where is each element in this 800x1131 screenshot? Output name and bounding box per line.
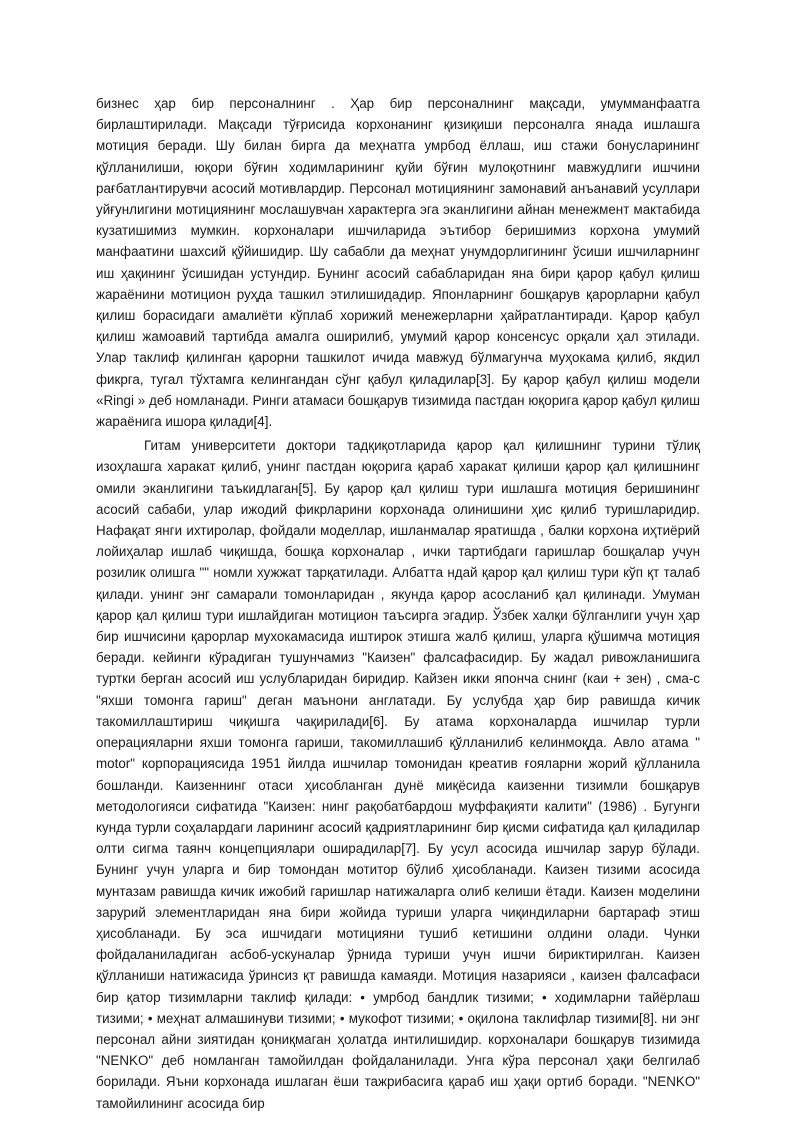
paragraph-1: бизнес ҳар бир персоналнинг . Ҳар бир персоналнинг мақсади, умумманфаатга бирлаштирилади. Мақсади тўғрисида корхонанинг қизиқиши персоналга янада ишлашга мотиция беради. Шу билан бирга да меҳнатга умрбод ёллаш, иш стажи бонусларининг қўлланилиши, юқори бўғин ходимларининг қуйи бўғин мулоқотнинг мавжудлиги ишчини рағбатлантирувчи асосий мотивлардир. Персонал мотициянинг замонавий анъанавий усуллари уйғунлигини мотициянинг мослашувчан характерга эга эканлигини айнан менежмент мактабида кузатишимиз мумкин. корхоналари ишчиларида эътибор беришимиз корхона умумий манфаатини шахсий қўйишидир. Шу сабабли да меҳнат унумдорлигининг ўсиши ишчиларнинг иш ҳақининг ўсишидан устундир. Бунинг асосий сабабларидан яна бири қарор қабул қилиш жараёнини мотицион руҳда ташкил этилишидадир. Японларнинг бошқарув қарорларни қабул қилиш борасидаги амалиёти кўплаб хорижий менежерларни ҳайратлантиради. Қарор қабул қилиш жамоавий тартибда амалга оширилиб, умумий қарор консенсус орқали ҳал этилади. Улар таклиф қилинган қарорни ташкилот ичида мавжуд бўлмагунча муҳокама қилиб, якдил фикрга, тугал тўхтамга келингандан сўнг қабул қиладилар[3]. Бу қарор қабул қилиш модели «Ringi » деб номланади. Ринги атамаси бошқарув тизимида пастдан юқорига қарор қабул қилиш жараёнига ишора қилади[4]. <box>96 96 700 430</box>
paragraph-2: Гитам университети доктори тадқиқотларида қарор қал қилишнинг турини тўлиқ изоҳлашга харакат қилиб, унинг пастдан юқорига қараб харакат қилиши қарор қал қилишнинг омили эканлигини таъкидлаган[5]. Бу қарор қал қилиш тури ишлашга мотиция беришининг асосий сабаби, улар ижодий фикрларини корхонада олинишини ҳис қилиб туришларидир. Нафақат янги ихтиролар, фойдали моделлар, ишланмалар яратишда , балки корхона иҳтиёрий лойиҳалар ишлаб чиқишда, бошқа корхоналар , ички тартибдаги гаришлар бошқалар учун розилик олишга "" номли хужжат тарқатилади. Албатта ндай қарор қал қилиш тури кўп қт талаб қилади. унинг энг самарали томонларидан , якунда қарор асосланиб қал қилинади. Умуман қарор қал қилиш тури ишлайдиган мотицион таъсирга эгадир. Ўзбек халқи бўлганлиги учун ҳар бир ишчисини қарорлар мухокамасида иштирок этишга жалб қилиш, уларга қўшимча мотиция беради. кейинги кўрадиган тушунчамиз "Каизен" фалсафасидир. Бу жадал ривожланишига туртки берган асосий иш услубларидан биридир. Кайзен икки японча снинг (каи + зен) , сма-с "яхши томонга гариш" деган маънони англатади. Бу услубда ҳар бир равишда кичик такомиллаштириш чиқишга чақирилади[6]. Бу атама корхоналарда ишчилар турли операцияларни яхши томонга гариши, такомиллашиб қўлланилиб келинмоқда. Авло атама " motor" корпорациясида 1951 йилда ишчилар томонидан креатив ғояларни жорий қўлланила бошланди. Каизеннинг отаси ҳисобланган дунё миқёсида каизенни тизимли бошқарув методологияси сифатида "Каизен: нинг рақобатбардош муффақияти калити" (1986) . Бугунги кунда турли соҳалардаги ларининг асосий қадриятларининг бир қисми сифатида қал қиладилар олти сигма таянч концепциялари оширадилар[7]. Бу усул асосида ишчилар зарур бўлади. Бунинг учун уларга и бир томондан мотитор бўлиб ҳисобланади. Каизен тизими асосида мунтазам равишда кичик ижобий гаришлар натижаларга олиб келиши ётади. Каизен моделини зарурий элементларидан яна бири жойида туриши уларга чиқиндиларни бартараф этиш ҳисобланади. Бу эса ишчидаги мотицияни тушиб кетишини олдини олади. Чунки фойдаланиладиган асбоб-ускуналар ўрнида туриши учун ишчи бириктирилган. Каизен қўлланиши натижасида ўринсиз қт равишда камаяди. Мотиция назарияси , каизен фалсафаси бир қатор тизимларни таклиф қилади: • умрбод бандлик тизими; • ходимларни тайёрлаш тизими; • меҳнат алмашинуви тизими; • мукофот тизими; • оқилона таклифлар тизими[8]. ни энг персонал айни зиятидан қониқмаган ҳолатда интилишидир. корхоналари бошқарув тизимида "NENKO" деб номланган тамойилдан фойдаланилади. Унга кўра персонал ҳақи белгилаб борилади. Яъни корхонада ишлаган ёши тажрибасига қараб иш ҳақи ортиб боради. "NENKO" тамойилининг асосида бир <box>96 438 700 1111</box>
document-page <box>96 93 700 1114</box>
